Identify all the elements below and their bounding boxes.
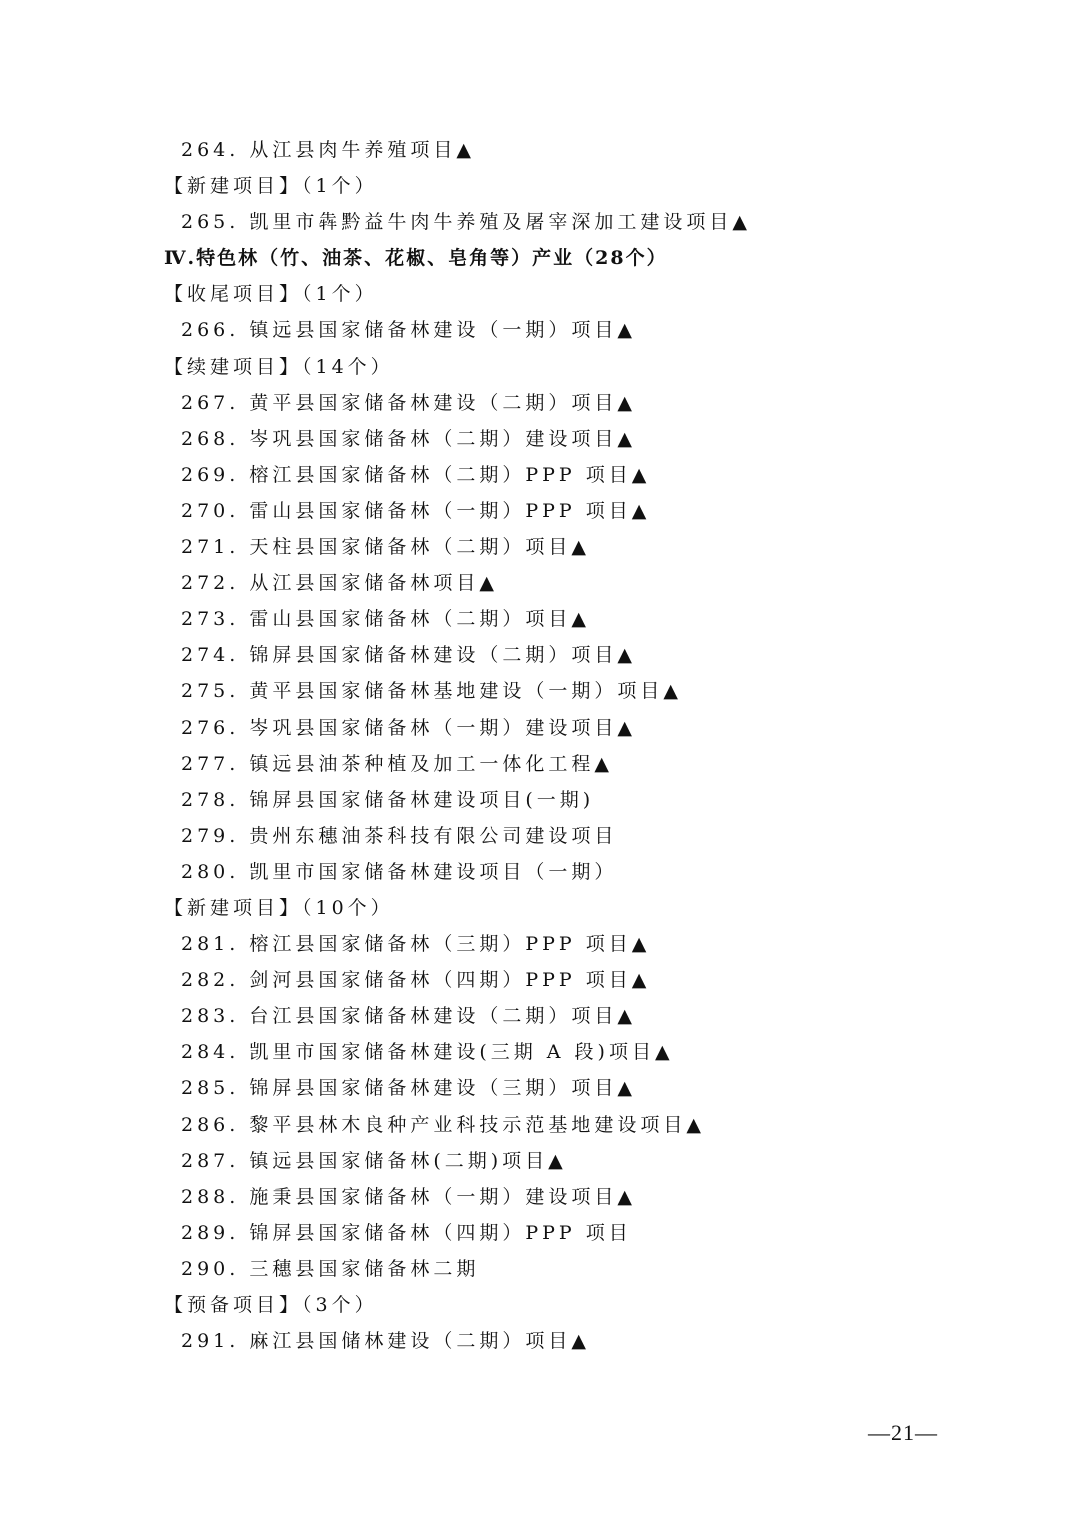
- project-item: 271. 天柱县国家储备林（二期）项目▲: [181, 536, 590, 559]
- project-item: 288. 施秉县国家储备林（一期）建设项目▲: [181, 1185, 636, 1208]
- project-item: 281. 榕江县国家储备林（三期）PPP 项目▲: [181, 933, 651, 956]
- project-item: 275. 黄平县国家储备林基地建设（一期）项目▲: [181, 680, 682, 703]
- project-item: 267. 黄平县国家储备林建设（二期）项目▲: [181, 391, 636, 414]
- project-item: 276. 岑巩县国家储备林（一期）建设项目▲: [181, 716, 636, 739]
- group-heading: 【续建项目】（14个）: [164, 355, 394, 378]
- project-item: 282. 剑河县国家储备林（四期）PPP 项目▲: [181, 969, 651, 992]
- project-item: 278. 锦屏县国家储备林建设项目(一期): [181, 788, 595, 811]
- project-item: 279. 贵州东穗油茶科技有限公司建设项目: [181, 824, 618, 847]
- project-item: 277. 镇远县油茶种植及加工一体化工程▲: [181, 752, 613, 775]
- project-item: 266. 镇远县国家储备林建设（一期）项目▲: [181, 319, 636, 342]
- page-number: —21—: [868, 1420, 938, 1445]
- project-item: 283. 台江县国家储备林建设（二期）项目▲: [181, 1005, 636, 1028]
- project-item: 272. 从江县国家储备林项目▲: [181, 572, 498, 595]
- project-item: 287. 镇远县国家储备林(二期)项目▲: [181, 1149, 567, 1172]
- project-item: 289. 锦屏县国家储备林（四期）PPP 项目: [181, 1221, 632, 1244]
- project-item: 270. 雷山县国家储备林（一期）PPP 项目▲: [181, 499, 651, 522]
- project-item: 265. 凯里市犇黔益牛肉牛养殖及屠宰深加工建设项目▲: [181, 211, 751, 234]
- project-item: 286. 黎平县林木良种产业科技示范基地建设项目▲: [181, 1113, 705, 1136]
- project-item: 273. 雷山县国家储备林（二期）项目▲: [181, 608, 590, 631]
- group-heading: 【新建项目】（1个）: [164, 175, 378, 198]
- group-heading: 【预备项目】（3个）: [164, 1294, 378, 1316]
- project-item: 269. 榕江县国家储备林（二期）PPP 项目▲: [181, 463, 651, 486]
- project-item: 280. 凯里市国家储备林建设项目（一期）: [181, 860, 618, 883]
- project-item: 264. 从江县肉牛养殖项目▲: [181, 139, 475, 161]
- group-heading: 【新建项目】（10个）: [164, 896, 394, 919]
- project-item: 290. 三穗县国家储备林二期: [181, 1257, 480, 1280]
- project-item: 274. 锦屏县国家储备林建设（二期）项目▲: [181, 644, 636, 667]
- group-heading: 【收尾项目】（1个）: [164, 283, 378, 306]
- section-heading: Ⅳ.特色林（竹、油茶、花椒、皂角等）产业（28个）: [164, 247, 668, 270]
- project-item: 284. 凯里市国家储备林建设(三期 A 段)项目▲: [181, 1041, 674, 1064]
- project-item: 291. 麻江县国储林建设（二期）项目▲: [181, 1330, 590, 1353]
- project-item: 268. 岑巩县国家储备林（二期）建设项目▲: [181, 427, 636, 450]
- project-item: 285. 锦屏县国家储备林建设（三期）项目▲: [181, 1077, 636, 1100]
- project-list: [0, 132, 1074, 1359]
